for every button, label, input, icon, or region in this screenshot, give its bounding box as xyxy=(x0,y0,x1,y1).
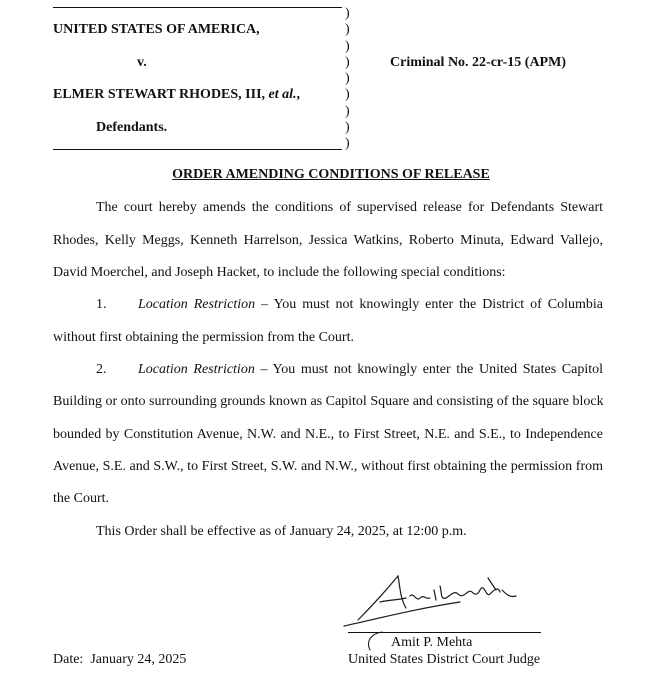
paren: ) xyxy=(345,22,350,38)
condition-1-heading: Location Restriction xyxy=(138,297,256,312)
signature-line xyxy=(348,632,541,633)
condition-2-line-5: the Court. xyxy=(53,491,109,506)
order-date: Date: January 24, 2025 xyxy=(53,652,187,667)
caption-defendant-etal: et al. xyxy=(268,87,297,102)
paren: ) xyxy=(345,71,350,87)
paren: ) xyxy=(345,38,350,54)
condition-2-first-line xyxy=(138,362,603,378)
paren: ) xyxy=(345,136,350,152)
paren: ) xyxy=(345,120,350,136)
caption-bottom-rule xyxy=(53,149,342,150)
caption-plaintiff: UNITED STATES OF AMERICA, xyxy=(53,22,260,37)
condition-2-line-2: Building or onto surrounding grounds known as Capitol Square and consisting of the square block xyxy=(53,394,604,409)
condition-1-text: – You must not knowingly enter the District of Columbia xyxy=(255,297,604,312)
effective-statement: This Order shall be effective as of January 24, 2025, at 12:00 p.m. xyxy=(96,524,467,539)
caption-top-rule xyxy=(53,7,342,8)
paren: ) xyxy=(345,54,350,70)
order-title: ORDER AMENDING CONDITIONS OF RELEASE xyxy=(172,167,490,182)
condition-1-first-line xyxy=(138,297,603,313)
judge-title: United States District Court Judge xyxy=(348,652,541,667)
intro-line-1: The court hereby amends the conditions of supervised release for Defendants Stewart xyxy=(96,200,603,215)
intro-line-2: Rhodes, Kelly Meggs, Kenneth Harrelson, Jessica Watkins, Roberto Minuta, Edward Vallejo, xyxy=(53,233,603,248)
intro-line-3: David Moerchel, and Joseph Hacket, to include the following special conditions: xyxy=(53,265,506,280)
caption-versus: v. xyxy=(137,55,147,70)
caption-defendant xyxy=(53,87,300,103)
paren: ) xyxy=(345,103,350,119)
paren: ) xyxy=(345,87,350,103)
caption-defendants-label: Defendants. xyxy=(96,120,168,135)
condition-2-line-4: Avenue, S.E. and S.W., to First Street, S.W. and N.W., without first obtaining the permission from xyxy=(53,459,603,474)
condition-1-number: 1. xyxy=(96,297,107,312)
judge-name: Amit P. Mehta xyxy=(391,635,473,650)
condition-2-text: – You must not knowingly enter the United States Capitol xyxy=(254,362,603,377)
condition-1-line-2: without first obtaining the permission from the Court. xyxy=(53,330,354,345)
condition-2-number: 2. xyxy=(96,362,107,377)
caption-defendant-suffix: , xyxy=(296,87,301,102)
case-number: Criminal No. 22-cr-15 (APM) xyxy=(390,55,566,70)
condition-2-heading: Location Restriction xyxy=(138,362,255,377)
caption-parentheses xyxy=(345,6,355,153)
condition-2-line-3: bounded by Constitution Avenue, N.W. and N.E., to First Street, N.E. and S.E., to Independence xyxy=(53,427,603,442)
caption-defendant-name: ELMER STEWART RHODES, III, xyxy=(53,87,269,102)
paren: ) xyxy=(345,6,350,21)
